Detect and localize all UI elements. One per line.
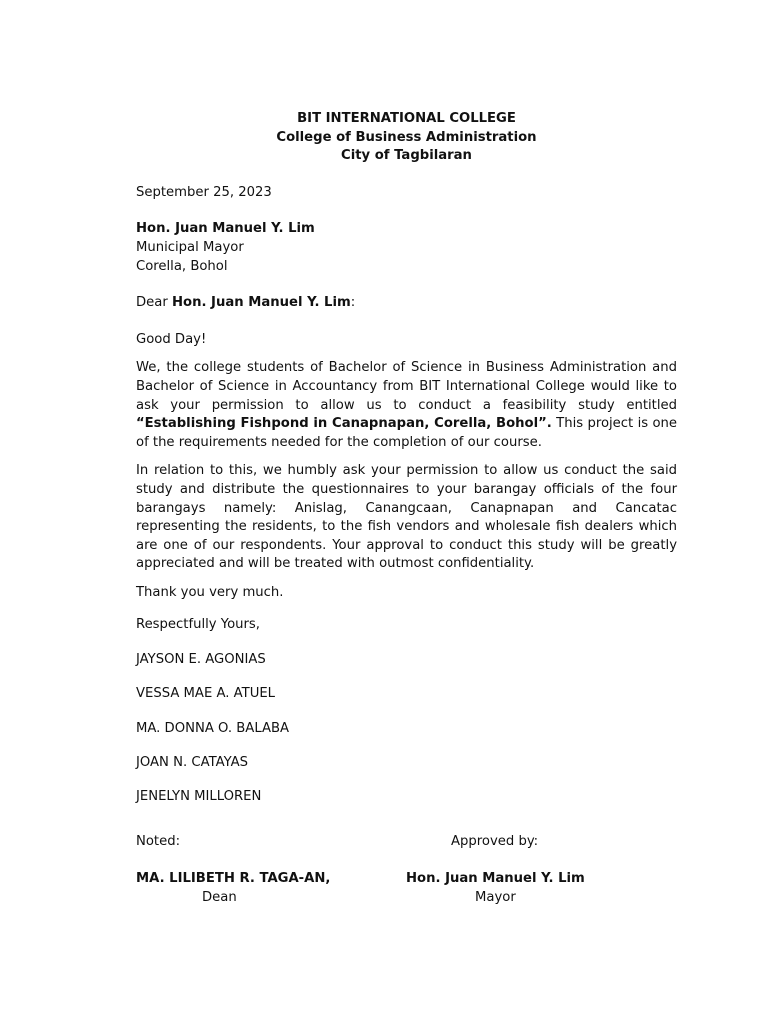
recipient-location: Corella, Bohol: [136, 258, 228, 274]
dean-name: MA. LILIBETH R. TAGA-AN,: [136, 870, 331, 886]
signatory-list: [136, 651, 677, 822]
approval-block: [136, 833, 677, 913]
paragraph-request-intro: We, the college students of Bachelor of Science in Business Administration and Bachelor of Science in Accountancy from BIT International College would like to ask your permission to allow us to conduct a feasibility study entitled: [136, 360, 677, 413]
mayor-name: Hon. Juan Manuel Y. Lim: [406, 870, 585, 886]
letter-date: September 25, 2023: [136, 184, 272, 200]
closing-line: Respectfully Yours,: [136, 617, 260, 633]
department-name: College of Business Administration: [276, 129, 537, 145]
signatory-name: JAYSON E. AGONIAS: [136, 652, 266, 668]
signatory-name: VESSA MAE A. ATUEL: [136, 686, 276, 702]
recipient-name: Hon. Juan Manuel Y. Lim: [136, 221, 315, 237]
salutation: [136, 294, 677, 313]
recipient-position: Municipal Mayor: [136, 239, 244, 255]
salutation-prefix: Dear: [136, 295, 172, 311]
greeting: Good Day!: [136, 331, 207, 347]
signatory-name: JOAN N. CATAYAS: [136, 754, 249, 770]
college-name: BIT INTERNATIONAL COLLEGE: [297, 111, 516, 126]
city-name: City of Tagbilaran: [341, 148, 472, 164]
letter-page: [136, 110, 677, 913]
study-title: “Establishing Fishpond in Canapnapan, Corella, Bohol”.: [136, 416, 552, 432]
noted-label: Noted:: [136, 833, 181, 849]
approved-label: Approved by:: [451, 833, 539, 849]
salutation-suffix: :: [350, 295, 356, 311]
signatory-name: MA. DONNA O. BALABA: [136, 720, 290, 736]
paragraph-details: In relation to this, we humbly ask your permission to allow us conduct the said study and distribute the questionnaires to your barangay officials of the four barangays namely: Anislag, Canangcaan, Canapnapan and Cancatac representing the residents, to the fish vendors and wholesale fish dealers which are one of our respondents. Your approval to conduct this study will be greatly appreciated and will be treated with outmost confidentiality.: [136, 463, 677, 572]
letterhead: [136, 110, 677, 166]
paragraph-request-end: This project is one of the requirements needed for the completion of our course.: [136, 416, 678, 450]
mayor-title: Mayor: [475, 889, 516, 905]
thanks-line: Thank you very much.: [136, 584, 284, 600]
recipient-block: [136, 220, 677, 276]
paragraph-request: [136, 359, 677, 452]
dean-title: Dean: [202, 889, 237, 905]
salutation-name: Hon. Juan Manuel Y. Lim: [171, 295, 351, 311]
signatory-name: JENELYN MILLOREN: [136, 789, 262, 805]
